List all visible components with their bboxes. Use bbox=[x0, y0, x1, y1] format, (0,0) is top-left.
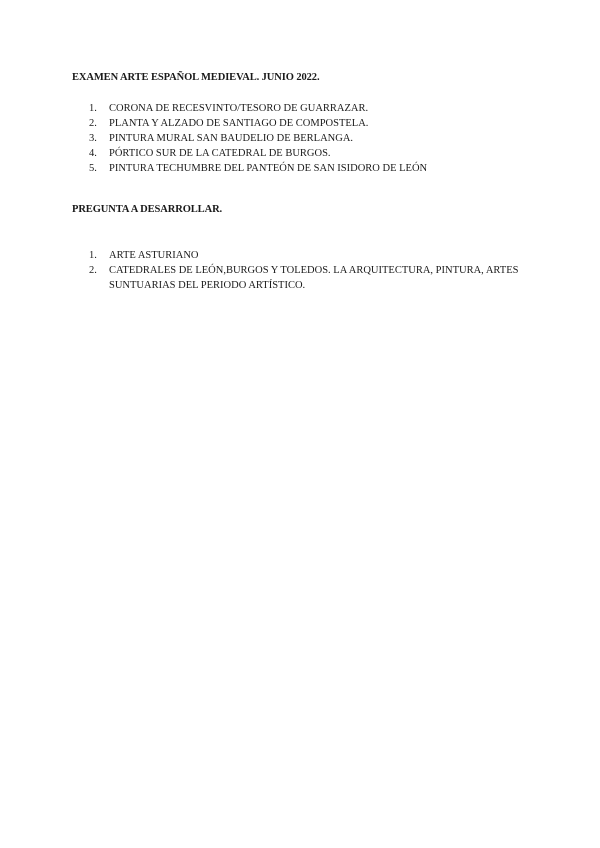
list-item bbox=[0, 161, 529, 176]
list-item bbox=[0, 101, 529, 116]
item-text: PÓRTICO SUR DE LA CATEDRAL DE BURGOS. bbox=[109, 148, 331, 159]
exam-title: EXAMEN ARTE ESPAÑOL MEDIEVAL. JUNIO 2022. bbox=[72, 72, 320, 83]
item-number: 1. bbox=[89, 103, 97, 114]
item-number: 2. bbox=[89, 265, 97, 276]
list-item bbox=[0, 116, 529, 131]
development-title: PREGUNTA A DESARROLLAR. bbox=[72, 204, 223, 215]
item-text: ARTE ASTURIANO bbox=[109, 250, 199, 261]
item-number: 5. bbox=[89, 163, 97, 174]
item-number: 3. bbox=[89, 133, 97, 144]
item-number: 1. bbox=[89, 250, 97, 261]
item-text: PLANTA Y ALZADO DE SANTIAGO DE COMPOSTELA. bbox=[109, 118, 369, 129]
item-text: PINTURA TECHUMBRE DEL PANTEÓN DE SAN ISIDORO DE LEÓN bbox=[109, 163, 428, 174]
item-text: PINTURA MURAL SAN BAUDELIO DE BERLANGA. bbox=[109, 133, 354, 144]
development-question-list bbox=[0, 248, 529, 293]
list-item bbox=[0, 263, 529, 293]
item-text: CATEDRALES DE LEÓN,BURGOS Y TOLEDOS. LA ARQUITECTURA, PINTURA, ARTES SUNTUARIAS DEL PERIODO ARTÍSTICO. bbox=[109, 265, 519, 291]
item-number: 4. bbox=[89, 148, 97, 159]
list-item bbox=[0, 146, 529, 161]
item-number: 2. bbox=[89, 118, 97, 129]
list-item bbox=[0, 131, 529, 146]
exam-question-list bbox=[0, 101, 529, 176]
item-text: CORONA DE RECESVINTO/TESORO DE GUARRAZAR. bbox=[109, 103, 369, 114]
list-item bbox=[0, 248, 529, 263]
